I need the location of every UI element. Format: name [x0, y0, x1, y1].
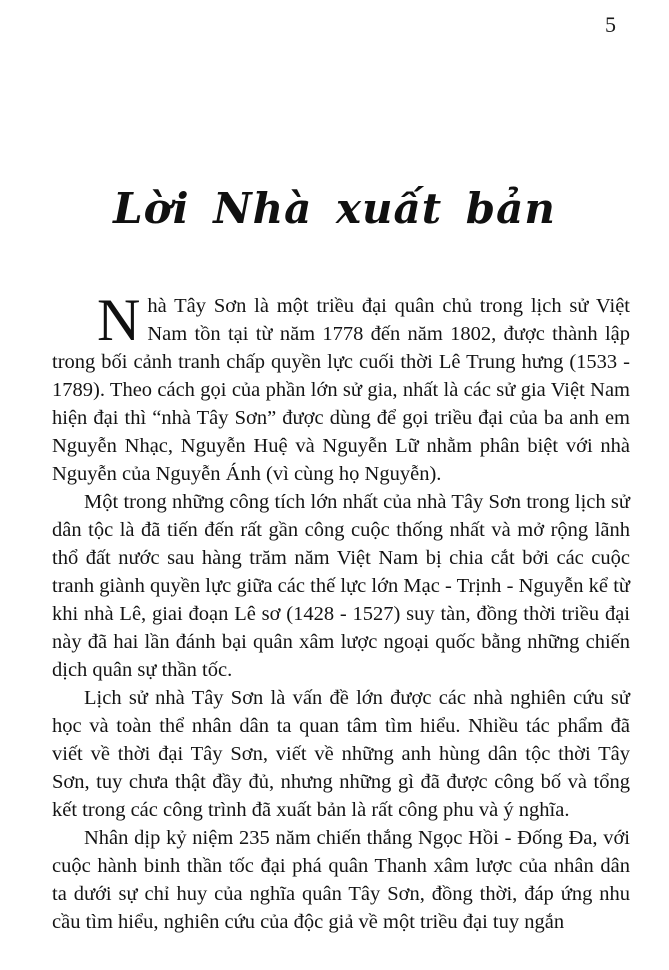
page-number: 5: [605, 12, 616, 37]
body-text: [52, 287, 630, 936]
paragraph-1: [52, 287, 630, 488]
paragraph-1-text: hà Tây Sơn là một triều đại quân chủ trong lịch sử Việt Nam tồn tại từ năm 1778 đến năm 1802, được thành lập trong bối cảnh tranh chấp quyền lực cuối thời Lê Trung hưng (1533 - 1789). Theo cách gọi của phần lớn sử gia, nhất là các sử gia Việt Nam hiện đại thì “nhà Tây Sơn” được dùng để gọi triều đại của ba anh em Nguyễn Nhạc, Nguyễn Huệ và Nguyễn Lữ nhằm phân biệt với nhà Nguyễn của Nguyễn Ánh (vì cùng họ Nguyễn).: [52, 295, 630, 485]
chapter-title: Lời Nhà xuất bản: [113, 184, 556, 233]
paragraph-2: Một trong những công tích lớn nhất của nhà Tây Sơn trong lịch sử dân tộc là đã tiến đến rất gần công cuộc thống nhất và mở rộng lãnh thổ đất nước sau hàng trăm năm Việt Nam bị chia cắt bởi các cuộc tranh giành quyền lực giữa các thế lực lớn Mạc - Trịnh - Nguyễn kể từ khi nhà Lê, giai đoạn Lê sơ (1428 - 1527) suy tàn, đồng thời triều đại này đã hai lần đánh bại quân xâm lược ngoại quốc bằng những chiến dịch quân sự thần tốc.: [52, 491, 630, 681]
dropcap-letter: N: [97, 287, 141, 353]
paragraph-4: Nhân dịp kỷ niệm 235 năm chiến thắng Ngọc Hồi - Đống Đa, với cuộc hành binh thần tốc đại phá quân Thanh xâm lược của nhân dân ta dưới sự chỉ huy của nghĩa quân Tây Sơn, đồng thời, đáp ứng nhu cầu tìm hiểu, nghiên cứu của độc giả về một triều đại tuy ngắn: [52, 827, 630, 933]
paragraph-3: Lịch sử nhà Tây Sơn là vấn đề lớn được các nhà nghiên cứu sử học và toàn thể nhân dân ta quan tâm tìm hiểu. Nhiều tác phẩm đã viết về thời đại Tây Sơn, viết về những anh hùng dân tộc thời Tây Sơn, tuy chưa thật đầy đủ, nhưng những gì đã được công bố và tổng kết trong các công trình đã xuất bản là rất công phu và ý nghĩa.: [52, 687, 630, 821]
